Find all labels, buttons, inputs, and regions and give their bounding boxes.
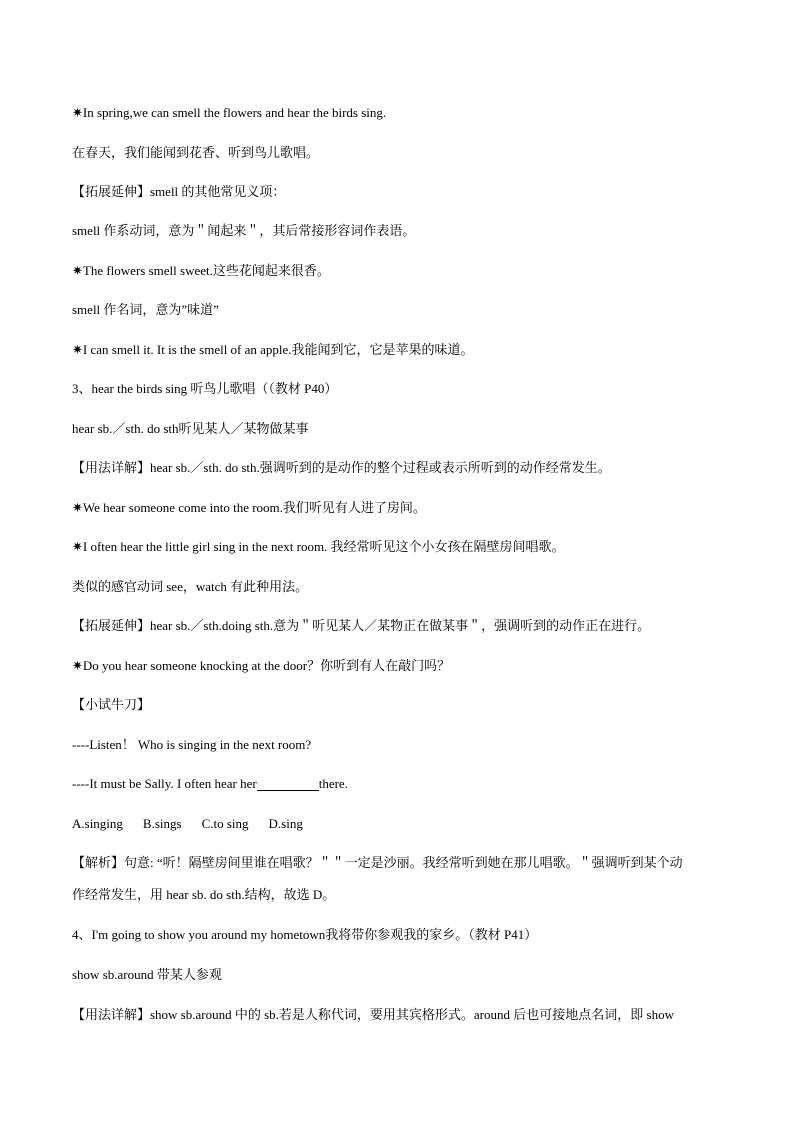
similar-verbs: 类似的感官动词 see，watch 有此种用法。 (72, 579, 309, 594)
smell-linking-verb: smell 作系动词，意为＂闻起来＂，其后常接形容词作表语。 (72, 223, 416, 238)
example-room: ✷We hear someone come into the room.我们听见有人进了房间。 (72, 500, 426, 515)
option-c: C.to sing (201, 816, 249, 831)
dialogue-line-2 (72, 775, 348, 793)
answer-options (72, 815, 303, 833)
example-spring: ✷In spring,we can smell the flowers and hear the birds sing. (72, 105, 387, 120)
question-text-end: there. (318, 776, 348, 791)
option-b: B.sings (142, 816, 182, 831)
analysis-line-1: 【解析】句意: “听！隔壁房间里谁在唱歌？＂＂一定是沙丽。我经常听到她在那儿唱歌。＂强调听到某个动 (72, 855, 683, 870)
practice-heading: 【小试牛刀】 (72, 697, 151, 712)
section-4-heading: 4、I'm going to show you around my hometown我将带你参观我的家乡。（教材 P41） (72, 927, 538, 942)
option-d: D.sing (268, 816, 303, 831)
example-girl: ✷I often hear the little girl sing in the next room. 我经常听见这个小女孩在隔壁房间唱歌。 (72, 539, 565, 554)
section-3-heading: 3、hear the birds sing 听鸟儿歌唱（（教材 P40） (72, 381, 338, 396)
example-flowers: ✷The flowers smell sweet.这些花闻起来很香。 (72, 263, 330, 278)
extension-hear-doing: 【拓展延伸】hear sb.／sth.doing sth.意为＂听见某人／某物正在做某事＂，强调听到的动作正在进行。 (72, 618, 651, 633)
example-apple: ✷I can smell it. It is the smell of an apple.我能闻到它，它是苹果的味道。 (72, 342, 474, 357)
show-around-structure: show sb.around 带某人参观 (72, 967, 222, 982)
option-a: A.singing (72, 816, 123, 831)
answer-blank (257, 777, 319, 791)
analysis-line-2: 作经常发生，用 hear sb. do sth.结构，故选 D。 (72, 887, 336, 902)
usage-detail-hear: 【用法详解】hear sb.／sth. do sth.强调听到的是动作的整个过程或表示所听到的动作经常发生。 (72, 460, 611, 475)
example-door: ✷Do you hear someone knocking at the door？你听到有人在敲门吗？ (72, 658, 451, 673)
usage-detail-show: 【用法详解】show sb.around 中的 sb.若是人称代词，要用其宾格形式。around 后也可接地点名词，即 show (72, 1007, 674, 1022)
translation-spring: 在春天，我们能闻到花香、听到鸟儿歌唱。 (72, 145, 320, 160)
dialogue-line-1: ----Listen！ Who is singing in the next room? (72, 737, 312, 752)
question-text: ----It must be Sally. I often hear her (72, 776, 257, 791)
smell-noun: smell 作名词，意为”味道” (72, 302, 219, 317)
hear-structure: hear sb.／sth. do sth听见某人／某物做某事 (72, 421, 309, 436)
analysis-paragraph (72, 854, 728, 904)
extension-heading-smell: 【拓展延伸】smell 的其他常见义项： (72, 184, 286, 199)
